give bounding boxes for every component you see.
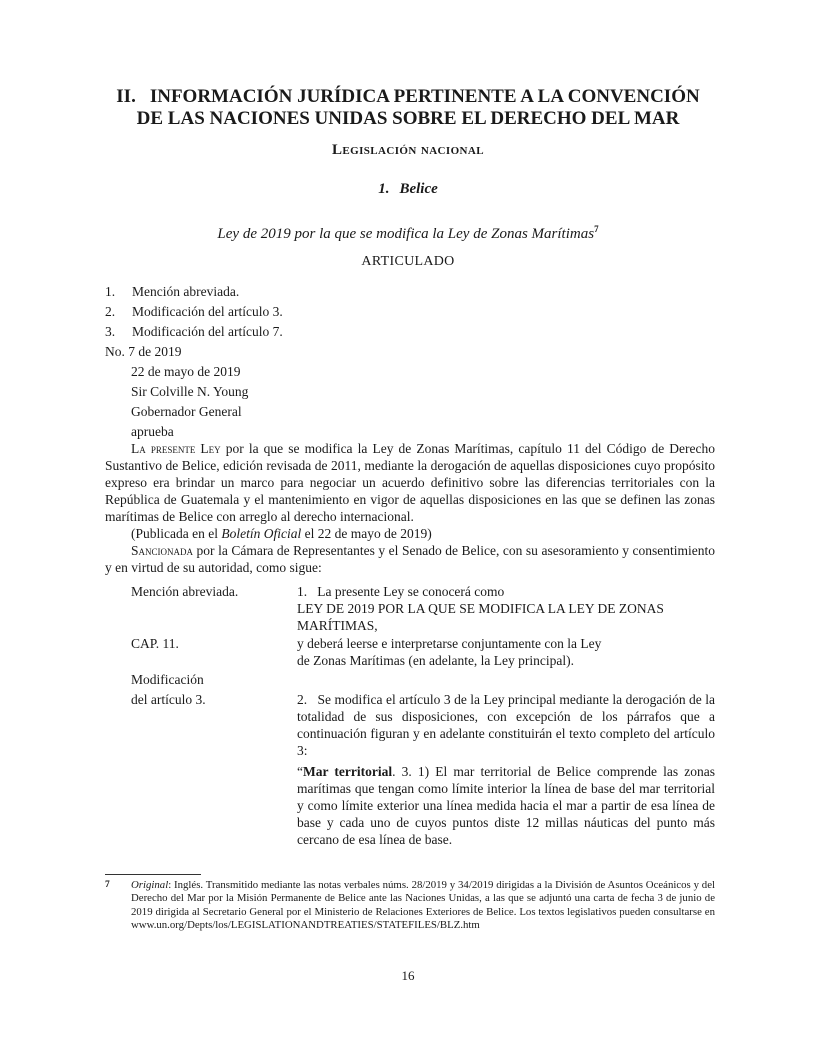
gazette-name: Boletín Oficial [221, 526, 302, 541]
country-name: Belice [399, 181, 438, 197]
quote-open: “ [297, 764, 303, 779]
preamble-block [105, 440, 715, 576]
act-number: No. 7 de 2019 [105, 344, 182, 359]
contents-item-number: 3. [105, 324, 116, 339]
contents-item-text: Modificación del artículo 3. [132, 304, 283, 319]
contents-item-text: Mención abreviada. [132, 284, 240, 299]
enacting-clause [105, 542, 715, 576]
assent-date: 22 de mayo de 2019 [131, 364, 241, 379]
quote-text: . 3. 1) El mar territorial de Belice comprende las zonas marítimas que tengan como límite interior la línea de base del mar territorial y como límite exterior una línea medida hacia el mar a partir de esa línea de base y cada uno de cuyos puntos diste 12 millas náuticas del punto más cercano de esa línea de base. [297, 764, 716, 847]
chapter-heading-line-2: DE LAS NACIONES UNIDAS SOBRE EL DERECHO DEL MAR [136, 108, 680, 129]
margin-note-line-2: del artículo 3. [131, 692, 206, 707]
section-1-line-1: 1. La presente Ley se conocerá como [297, 584, 505, 599]
contents-item [105, 283, 239, 301]
section-2 [297, 691, 719, 848]
law-title-text: Ley de 2019 por la que se modifica la Ley de Zonas Marítimas [217, 226, 595, 242]
cap-clause [297, 635, 715, 669]
margin-note-article-3 [131, 671, 271, 708]
contents-item-number: 1. [105, 284, 116, 299]
preamble-lead: La presente Ley [131, 441, 221, 456]
section-2-text: 2. Se modifica el artículo 3 de la Ley principal mediante la derogación de la totalidad de sus disposiciones, con excepción de los párrafos que a continuación figuran y en adelante constituirán el texto completo del artículo 3: [297, 692, 719, 758]
assent-name: Sir Colville N. Young [131, 384, 249, 399]
footnote-label: Original [131, 879, 169, 891]
footnote-divider [105, 874, 201, 875]
cap-line-2: de Zonas Marítimas (en adelante, la Ley principal). [297, 653, 575, 668]
chapter-heading-line-1: INFORMACIÓN JURÍDICA PERTINENTE A LA CONVENCIÓN [149, 86, 700, 107]
cap-line-1: y deberá leerse e interpretarse conjuntamente con la Ley [297, 636, 602, 651]
enacting-text: por la Cámara de Representantes y el Senado de Belice, con su asesoramiento y consentimiento y en virtud de su autoridad, como sigue: [105, 543, 715, 575]
footnote-ref[interactable]: 7 [594, 224, 599, 234]
territorial-sea-quote [297, 763, 715, 848]
margin-note-cap: CAP. 11. [131, 636, 179, 651]
publication-note [105, 525, 715, 542]
section-1-line-2: LEY DE 2019 POR LA QUE SE MODIFICA LA LEY DE ZONAS [297, 601, 664, 616]
enacting-lead: Sancionada [131, 543, 194, 558]
footnote-number: 7 [105, 880, 110, 890]
preamble [105, 440, 715, 525]
preamble-text: por la que se modifica la Ley de Zonas Marítimas, capítulo 11 del Código de Derecho Sustantivo de Belice, edición revisada de 2011, mediante la derogación de aquellas disposiciones cuyo propósito expreso era brindar un marco para negociar un acuerdo definitivo sobre las diferencias territoriales con la República de Guatemala y el mantenimiento en vigor de aquellas disposiciones en las que se definen las zonas marítimas de Belice con arreglo al derecho internacional. [105, 441, 716, 524]
assent-role: Gobernador General [131, 404, 242, 419]
country-number: 1. [378, 181, 390, 197]
contents-item [105, 323, 283, 341]
publication-after: el 22 de mayo de 2019) [301, 526, 432, 541]
assent-verb: aprueba [131, 424, 174, 439]
margin-note-short-title: Mención abreviada. [131, 584, 239, 599]
country-heading [100, 181, 716, 198]
section-1 [297, 583, 715, 634]
section-1-line-3: MARÍTIMAS, [297, 618, 378, 633]
footnote [105, 879, 715, 933]
margin-note-line-1: Modificación [131, 672, 204, 687]
contents-item [105, 303, 283, 321]
footnote-text [131, 879, 715, 933]
law-title [100, 224, 716, 243]
articulado-heading: ARTICULADO [361, 254, 455, 269]
quote-term: Mar territorial [303, 764, 393, 779]
contents-item-text: Modificación del artículo 7. [132, 324, 283, 339]
footnote-body: : Inglés. Transmitido mediante las notas verbales núms. 28/2019 y 34/2019 dirigidas a la División de Asuntos Oceánicos y del Derecho del Mar por la Misión Permanente de Belice ante las Naciones Unidas, a las que se adjuntó una carta de fecha 3 de junio de 2019 dirigida al Secretario General por el Ministerio de Relaciones Exteriores de Belice. Los textos legislativos pueden consultarse en www.un.org/Depts/los/LEGISLATIONANDTREATIES/STATEFILES/BLZ.htm [131, 879, 715, 932]
publication-before: (Publicada en el [131, 526, 222, 541]
page-number: 16 [401, 968, 415, 983]
chapter-number: II. [116, 86, 136, 107]
chapter-heading [100, 86, 716, 130]
contents-item-number: 2. [105, 304, 116, 319]
section-title: Legislación nacional [332, 142, 484, 158]
